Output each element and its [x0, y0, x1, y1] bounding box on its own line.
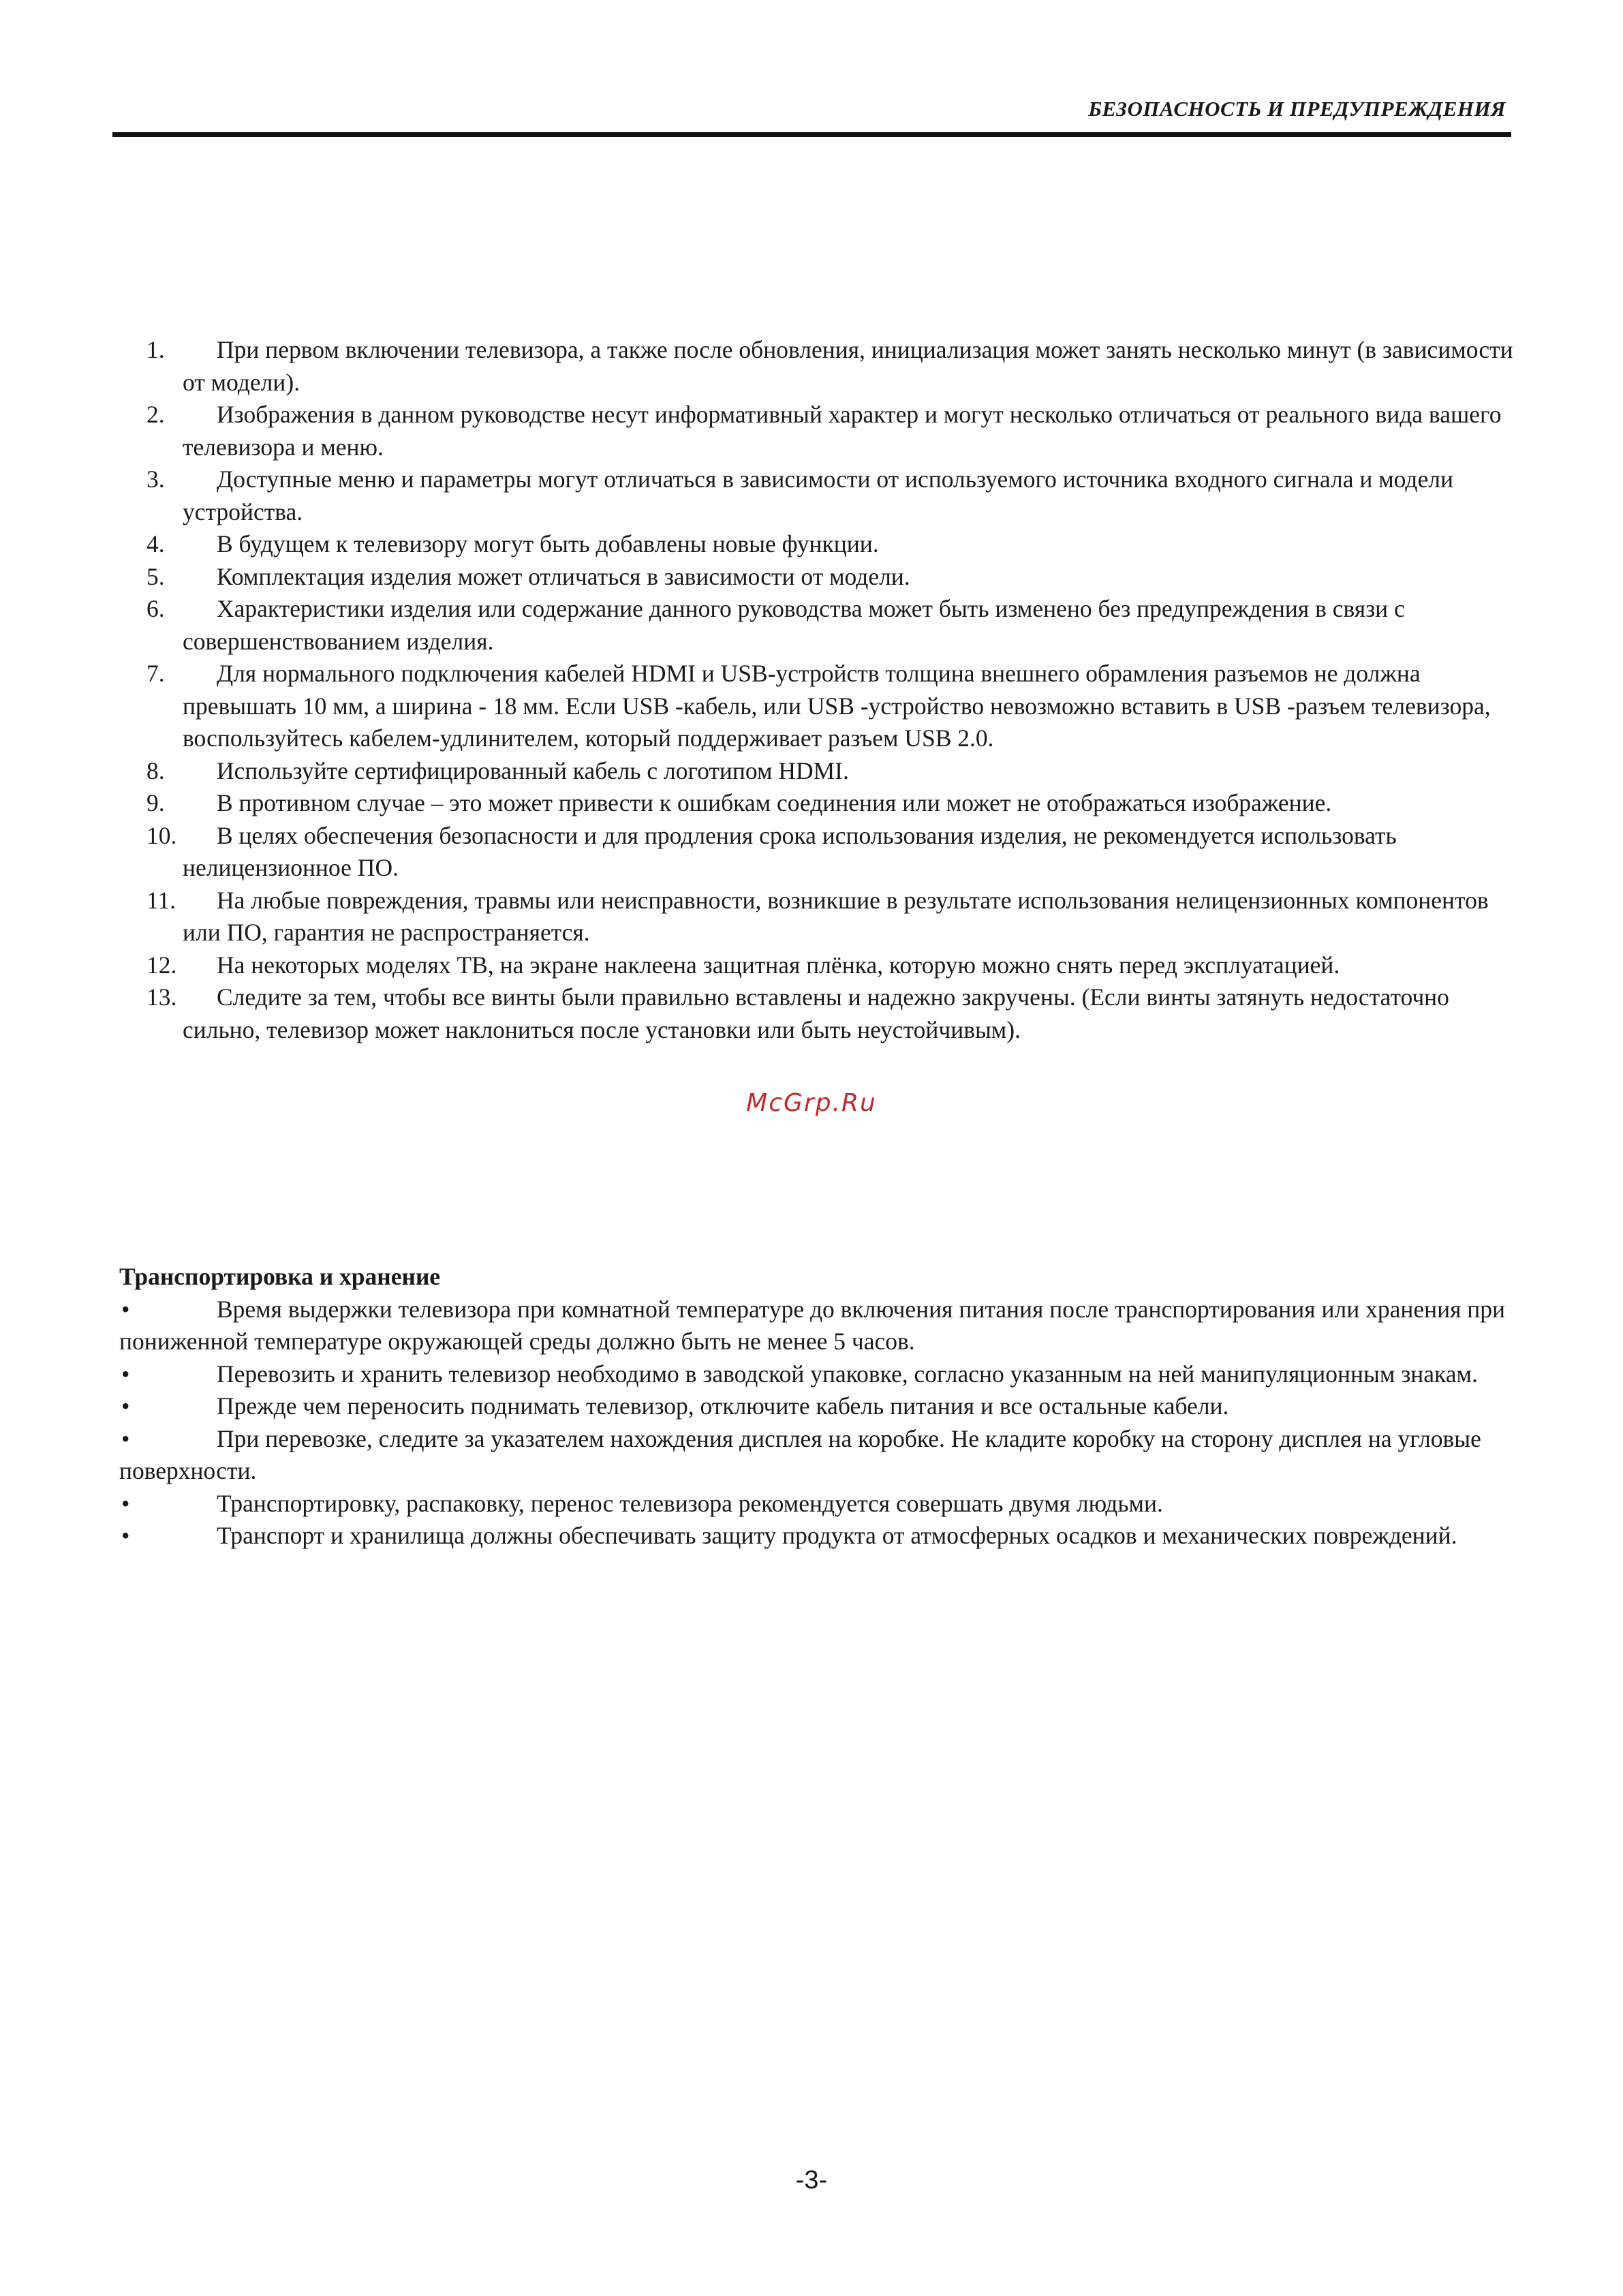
- list-item-text: Следите за тем, чтобы все винты были правильно вставлены и надежно закручены. (Если винты затянуть недостаточно сильно, телевизор может наклониться после установки или быть неустойчивым).: [183, 983, 1449, 1043]
- list-item: [146, 399, 1523, 463]
- list-item-text: Для нормального подключения кабелей HDMI и USB-устройств толщина внешнего обрамления разъемов не должна превышать 10 мм, а ширина - 18 мм. Если USB -кабель, или USB -устройство невозможно вставить в USB -разъем телевизора, воспользуйтесь кабелем-удлинителем, который поддерживает разъем USB 2.0.: [183, 660, 1491, 752]
- list-item: [146, 334, 1523, 399]
- bullet-item-text: Транспорт и хранилища должны обеспечивать защиту продукта от атмосферных осадков и механических повреждений.: [217, 1522, 1457, 1549]
- list-item-number: 1.: [146, 336, 165, 363]
- bullet-icon: •: [121, 1392, 130, 1420]
- list-item: [146, 787, 1523, 820]
- list-item: [146, 561, 1523, 594]
- list-item: [146, 949, 1523, 982]
- list-item-number: 10.: [146, 821, 177, 849]
- list-item-text: В целях обеспечения безопасности и для продления срока использования изделия, не рекомендуется использовать нелицензионное ПО.: [183, 821, 1397, 881]
- bullet-icon: •: [121, 1489, 130, 1517]
- list-item: [146, 885, 1523, 949]
- list-item-text: На некоторых моделях ТВ, на экране наклеена защитная плёнка, которую можно снять перед эксплуатацией.: [217, 951, 1340, 979]
- list-item-number: 2.: [146, 401, 165, 428]
- bullet-item: [119, 1488, 1516, 1520]
- list-item-number: 4.: [146, 530, 165, 557]
- list-item-number: 5.: [146, 562, 165, 590]
- bullet-item: [119, 1423, 1516, 1488]
- list-item: [146, 593, 1523, 658]
- bullet-item-text: Прежде чем переносить поднимать телевизор, отключите кабель питания и все остальные кабели.: [217, 1392, 1229, 1420]
- transport-bullet-list: [119, 1294, 1516, 1552]
- list-item: [146, 820, 1523, 885]
- list-item-number: 3.: [146, 465, 165, 493]
- list-item: [146, 981, 1523, 1046]
- list-item: [146, 658, 1523, 755]
- page-title: БЕЗОПАСНОСТЬ И ПРЕДУПРЕЖДЕНИЯ: [1088, 97, 1506, 121]
- bullet-item: [119, 1358, 1516, 1391]
- bullet-item-text: Транспортировку, распаковку, перенос телевизора рекомендуется совершать двумя людьми.: [217, 1489, 1163, 1517]
- list-item-number: 7.: [146, 660, 165, 687]
- list-item-text: В будущем к телевизору могут быть добавлены новые функции.: [217, 530, 879, 557]
- list-item-text: Характеристики изделия или содержание данного руководства может быть изменено без предупреждения в связи с совершенствованием изделия.: [183, 595, 1405, 655]
- bullet-item-text: При перевозке, следите за указателем нахождения дисплея на коробке. Не кладите коробку на сторону дисплея на угловые поверхности.: [119, 1424, 1481, 1484]
- bullet-item: [119, 1294, 1516, 1358]
- section-title: Транспортировка и хранение: [119, 1263, 441, 1290]
- list-item-text: Изображения в данном руководстве несут информативный характер и могут несколько отличаться от реального вида вашего телевизора и меню.: [183, 401, 1502, 461]
- list-item: [146, 755, 1523, 788]
- list-item: [146, 463, 1523, 528]
- list-item: [146, 528, 1523, 561]
- list-item-number: 9.: [146, 789, 165, 816]
- watermark: McGrp.Ru: [746, 1089, 877, 1117]
- bullet-item: [119, 1390, 1516, 1423]
- page-number: -3-: [795, 2166, 828, 2194]
- safety-numbered-list: [146, 334, 1523, 1046]
- transport-storage-section: [119, 1261, 1516, 1552]
- list-item-text: Комплектация изделия может отличаться в зависимости от модели.: [217, 562, 910, 590]
- list-item-text: При первом включении телевизора, а также после обновления, инициализация может занять несколько минут (в зависимости от модели).: [183, 336, 1513, 396]
- bullet-item-text: Время выдержки телевизора при комнатной температуре до включения питания после транспортирования или хранения при пониженной температуре окружающей среды должно быть не менее 5 часов.: [119, 1295, 1506, 1355]
- list-item-number: 8.: [146, 756, 165, 784]
- bullet-icon: •: [121, 1522, 130, 1549]
- list-item-number: 12.: [146, 951, 177, 979]
- list-item-text: В противном случае – это может привести к ошибкам соединения или может не отображаться изображение.: [217, 789, 1332, 816]
- list-item-text: Используйте сертифицированный кабель с логотипом HDMI.: [217, 756, 849, 784]
- list-item-text: На любые повреждения, травмы или неисправности, возникшие в результате использования нелицензионных компонентов или ПО, гарантия не распространяется.: [183, 886, 1489, 946]
- list-item-number: 11.: [146, 886, 176, 914]
- bullet-item: [119, 1520, 1516, 1552]
- list-item-number: 6.: [146, 595, 165, 622]
- bullet-item-text: Перевозить и хранить телевизор необходимо в заводской упаковке, согласно указанным на ней манипуляционным знакам.: [217, 1360, 1478, 1388]
- list-item-text: Доступные меню и параметры могут отличаться в зависимости от используемого источника входного сигнала и модели устройства.: [183, 465, 1453, 525]
- list-item-number: 13.: [146, 983, 177, 1011]
- bullet-icon: •: [121, 1295, 130, 1323]
- bullet-icon: •: [121, 1424, 130, 1452]
- page-header: [112, 94, 1511, 137]
- bullet-icon: •: [121, 1360, 130, 1388]
